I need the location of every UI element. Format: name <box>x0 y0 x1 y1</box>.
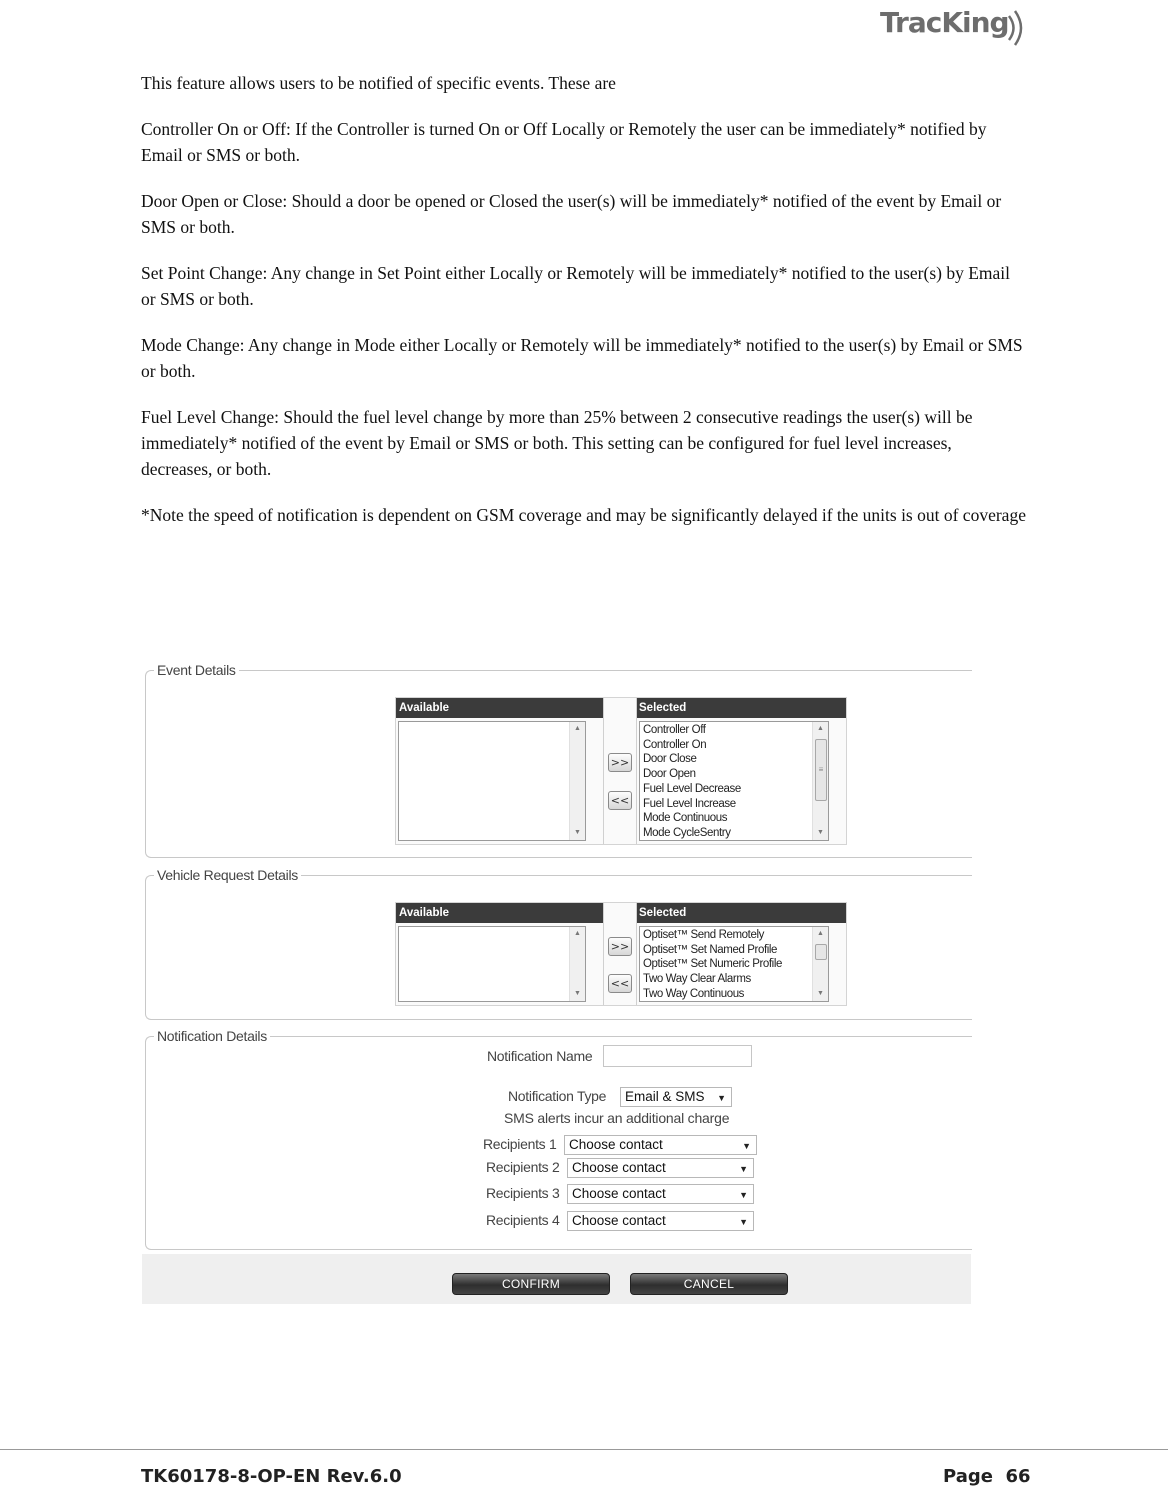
document-id: TK60178-8-OP-EN Rev.6.0 <box>141 1466 402 1487</box>
notification-form-screenshot <box>142 656 971 1304</box>
document-body <box>141 70 1026 548</box>
recipients-1-label: Recipients 1 <box>483 1136 557 1152</box>
list-item[interactable]: Mode CycleSentry <box>643 826 731 839</box>
notification-type-select[interactable] <box>620 1087 732 1107</box>
controller-paragraph: Controller On or Off: If the Controller is turned On or Off Locally or Remotely the user can be immediately* notified by Email or SMS or both. <box>141 119 987 165</box>
recipients-3-value: Choose contact <box>572 1186 666 1201</box>
event-dual-list <box>395 697 847 845</box>
scroll-down-icon[interactable]: ▼ <box>817 990 824 997</box>
available-scrollbar[interactable] <box>569 927 585 1001</box>
selected-scrollbar[interactable] <box>812 722 828 840</box>
list-item[interactable]: Optiset™ Set Numeric Profile <box>643 958 782 971</box>
chevron-down-icon: ▼ <box>717 1093 726 1103</box>
selected-header: Selected <box>636 698 846 718</box>
event-available-list[interactable] <box>398 721 586 841</box>
recipients-2-label: Recipients 2 <box>486 1159 560 1175</box>
note-paragraph: *Note the speed of notification is dependent on GSM coverage and may be significantly delayed if the units is out of coverage <box>141 505 1026 525</box>
list-item[interactable]: Two Way Continuous <box>643 987 745 1000</box>
scroll-down-icon[interactable]: ▼ <box>574 829 581 836</box>
recipients-3-label: Recipients 3 <box>486 1185 560 1201</box>
list-item[interactable]: Fuel Level Decrease <box>643 782 741 795</box>
scroll-up-icon[interactable]: ▲ <box>817 725 824 732</box>
scroll-up-icon[interactable]: ▲ <box>817 930 824 937</box>
scroll-up-icon[interactable]: ▲ <box>574 930 581 937</box>
recipients-2-value: Choose contact <box>572 1160 666 1175</box>
tracking-logo <box>880 6 1030 50</box>
logo-text: TracKing <box>880 6 1009 39</box>
mode-paragraph: Mode Change: Any change in Mode either Locally or Remotely will be immediately* notified to the user(s) by Email or SMS or both. <box>141 335 1023 381</box>
remove-event-button[interactable]: << <box>608 791 632 810</box>
scroll-thumb[interactable]: ≡ <box>815 739 827 801</box>
event-details-legend: Event Details <box>157 662 236 678</box>
event-selected-list[interactable] <box>639 721 829 841</box>
recipients-2-select[interactable] <box>567 1158 754 1178</box>
available-header: Available <box>396 698 603 718</box>
chevron-down-icon: ▼ <box>739 1164 748 1174</box>
vehicle-request-legend: Vehicle Request Details <box>157 867 298 883</box>
list-item[interactable]: Controller On <box>643 738 707 751</box>
event-selected-items <box>643 723 741 841</box>
list-item[interactable]: Two Way Clear Alarms <box>643 973 751 986</box>
recipients-4-select[interactable] <box>567 1211 754 1231</box>
recipients-4-label: Recipients 4 <box>486 1212 560 1228</box>
selected-scrollbar[interactable] <box>812 927 828 1001</box>
list-item[interactable]: Optiset™ Send Remotely <box>643 929 764 941</box>
sms-charge-note: SMS alerts incur an additional charge <box>504 1110 730 1126</box>
vehicle-available-list[interactable] <box>398 926 586 1002</box>
vehicle-selected-items <box>643 928 782 1002</box>
notification-type-value: Email & SMS <box>625 1089 705 1104</box>
cancel-button[interactable]: CANCEL <box>630 1273 788 1295</box>
confirm-button[interactable]: CONFIRM <box>452 1273 610 1295</box>
recipients-1-value: Choose contact <box>569 1137 663 1152</box>
recipients-1-select[interactable] <box>564 1135 757 1155</box>
signal-arcs-icon <box>1006 8 1030 48</box>
chevron-down-icon: ▼ <box>739 1190 748 1200</box>
setpoint-paragraph: Set Point Change: Any change in Set Point either Locally or Remotely will be immediately* notified to the user(s) by Email or SMS or both. <box>141 263 1011 309</box>
list-item[interactable]: Mode Continuous <box>643 812 728 825</box>
chevron-down-icon: ▼ <box>739 1217 748 1227</box>
fuel-paragraph: Fuel Level Change: Should the fuel level change by more than 25% between 2 consecutive readings the user(s) will be immediately* notified of the event by Email or SMS or both. This setting can be configured for fuel level increases, decreases, or both. <box>141 407 973 479</box>
list-item[interactable]: Controller Off <box>643 724 706 736</box>
remove-request-button[interactable]: << <box>608 974 632 993</box>
list-item[interactable]: Fuel Level Increase <box>643 797 736 810</box>
door-paragraph: Door Open or Close: Should a door be opened or Closed the user(s) will be immediately* notified of the event by Email or SMS or both. <box>141 191 1002 237</box>
intro-paragraph: This feature allows users to be notified of specific events. These are <box>141 73 616 93</box>
add-request-button[interactable]: >> <box>608 937 632 956</box>
notification-type-label: Notification Type <box>508 1088 607 1104</box>
scroll-down-icon[interactable]: ▼ <box>817 829 824 836</box>
notification-name-input[interactable] <box>603 1045 752 1067</box>
list-item[interactable]: Optiset™ Set Named Profile <box>643 943 778 956</box>
available-scrollbar[interactable] <box>569 722 585 840</box>
list-item[interactable]: Door Open <box>643 768 696 781</box>
scroll-down-icon[interactable]: ▼ <box>574 990 581 997</box>
vehicle-selected-list[interactable] <box>639 926 829 1002</box>
vehicle-dual-list <box>395 902 847 1006</box>
selected-header: Selected <box>636 903 846 923</box>
scroll-thumb[interactable] <box>815 944 827 960</box>
notification-name-label: Notification Name <box>487 1048 593 1064</box>
recipients-3-select[interactable] <box>567 1184 754 1204</box>
recipients-4-value: Choose contact <box>572 1213 666 1228</box>
page-number: Page 66 <box>943 1466 1031 1487</box>
add-event-button[interactable]: >> <box>608 753 632 772</box>
available-header: Available <box>396 903 603 923</box>
chevron-down-icon: ▼ <box>742 1141 751 1151</box>
scroll-up-icon[interactable]: ▲ <box>574 725 581 732</box>
list-item[interactable]: Door Close <box>643 753 697 766</box>
footer-rule <box>0 1449 1168 1450</box>
notification-details-legend: Notification Details <box>157 1028 267 1044</box>
